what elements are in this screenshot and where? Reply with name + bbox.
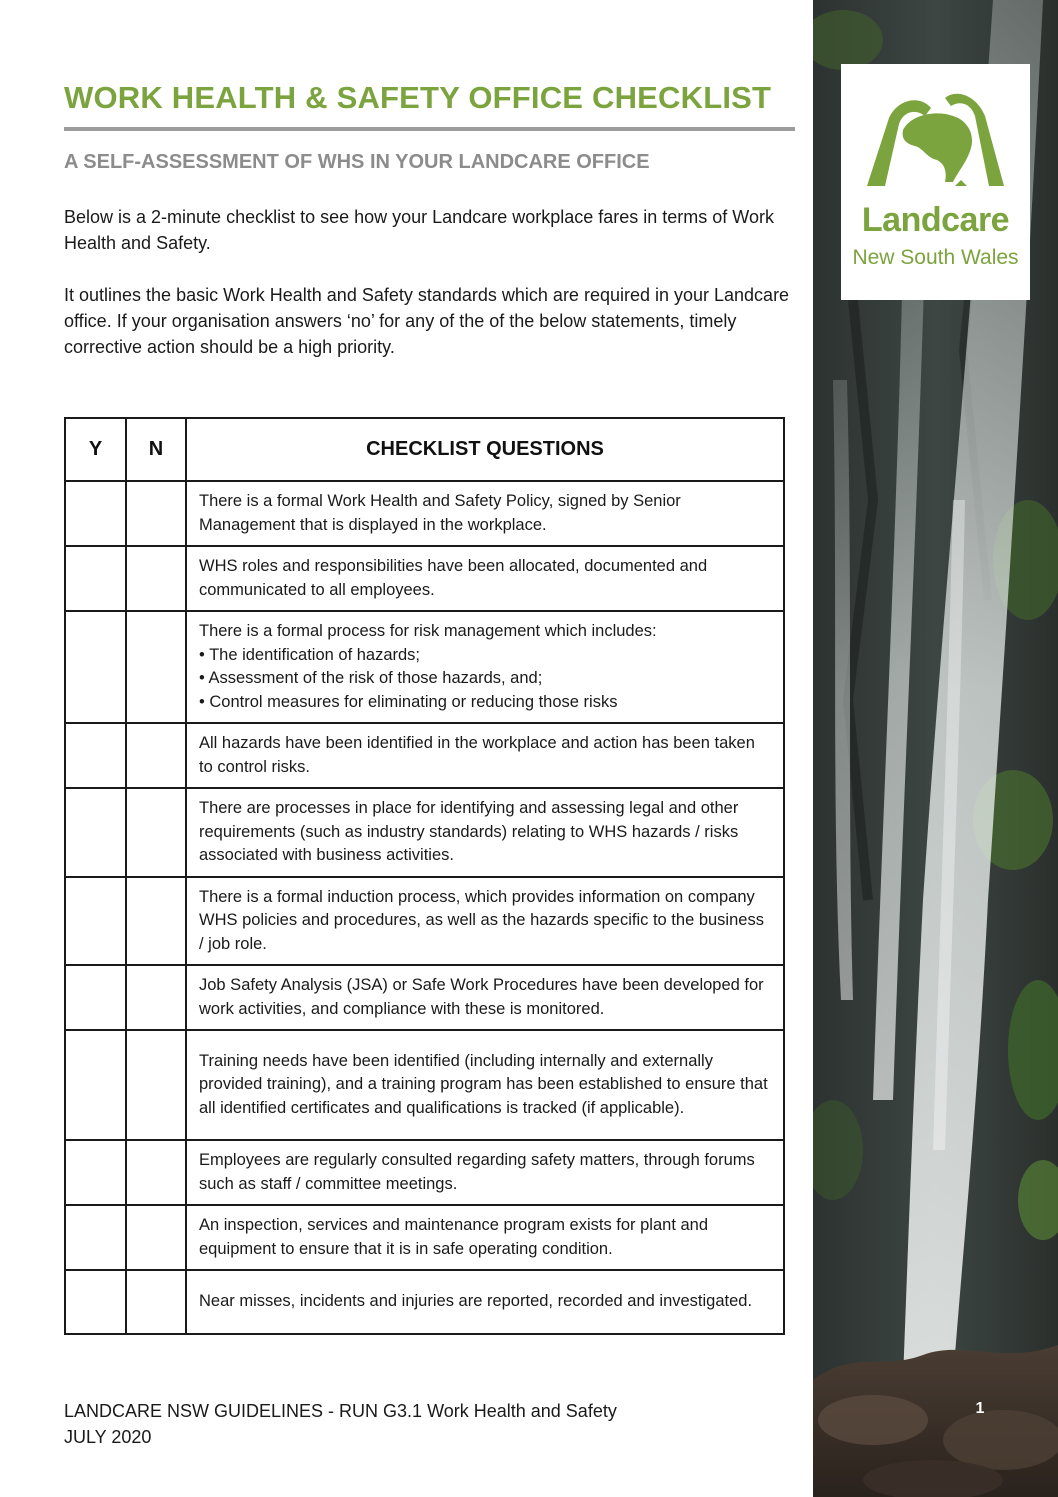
checklist-question: Near misses, incidents and injuries are reported, recorded and investigated. (186, 1270, 784, 1334)
yes-checkbox[interactable] (65, 877, 126, 966)
landcare-logo (841, 64, 1030, 300)
checklist-row (65, 723, 784, 788)
checklist-question (186, 611, 784, 723)
yes-checkbox[interactable] (65, 1030, 126, 1140)
yes-checkbox[interactable] (65, 1270, 126, 1334)
footer-guideline: LANDCARE NSW GUIDELINES - RUN G3.1 Work Health and Safety (64, 1401, 617, 1421)
checklist-question: Training needs have been identified (including internally and externally provided training), and a training program has been established to ensure that all identified certificates and qualifications is tracked (if applicable). (186, 1030, 784, 1140)
no-checkbox[interactable] (126, 965, 186, 1030)
page-number: 1 (975, 1400, 985, 1417)
yes-checkbox[interactable] (65, 1140, 126, 1205)
checklist-row (65, 965, 784, 1030)
yes-checkbox[interactable] (65, 965, 126, 1030)
checklist-row (65, 546, 784, 611)
page-subtitle: A SELF-ASSESSMENT OF WHS IN YOUR LANDCARE OFFICE (64, 151, 650, 173)
title-divider (64, 127, 795, 131)
yes-checkbox[interactable] (65, 1205, 126, 1270)
intro-paragraph-2: It outlines the basic Work Health and Safety standards which are required in your Landcare office. If your organisation answers ‘no’ for any of the of the below statements, timely corrective action should be a high priority. (64, 285, 790, 357)
questions-column-header: CHECKLIST QUESTIONS (186, 418, 784, 481)
checklist-question: WHS roles and responsibilities have been allocated, documented and communicated to all employees. (186, 546, 784, 611)
intro-paragraph-1: Below is a 2-minute checklist to see how your Landcare workplace fares in terms of Work Health and Safety. (64, 207, 774, 253)
checklist-question: Job Safety Analysis (JSA) or Safe Work Procedures have been developed for work activities, and compliance with these is monitored. (186, 965, 784, 1030)
no-checkbox[interactable] (126, 1140, 186, 1205)
no-checkbox[interactable] (126, 788, 186, 877)
checklist-row (65, 1030, 784, 1140)
checklist-row (65, 1205, 784, 1270)
no-checkbox[interactable] (126, 1270, 186, 1334)
no-checkbox[interactable] (126, 723, 186, 788)
yes-checkbox[interactable] (65, 546, 126, 611)
yes-checkbox[interactable] (65, 788, 126, 877)
checklist-question: All hazards have been identified in the workplace and action has been taken to control risks. (186, 723, 784, 788)
question-bullet: • Assessment of the risk of those hazards, and; (199, 669, 543, 687)
no-checkbox[interactable] (126, 481, 186, 546)
no-checkbox[interactable] (126, 546, 186, 611)
checklist-question: An inspection, services and maintenance program exists for plant and equipment to ensure that it is in safe operating condition. (186, 1205, 784, 1270)
question-bullet: • The identification of hazards; (199, 645, 421, 664)
page-footer (64, 1398, 617, 1450)
page-title: WORK HEALTH & SAFETY OFFICE CHECKLIST (64, 80, 772, 115)
no-checkbox[interactable] (126, 1030, 186, 1140)
checklist-question: There is a formal Work Health and Safety Policy, signed by Senior Management that is displayed in the workplace. (186, 481, 784, 546)
no-checkbox[interactable] (126, 1205, 186, 1270)
checklist-row (65, 481, 784, 546)
checklist-row (65, 611, 784, 723)
checklist-row (65, 877, 784, 966)
logo-region: New South Wales (852, 246, 1019, 269)
checklist-table (64, 417, 785, 1335)
checklist-row (65, 1140, 784, 1205)
yes-checkbox[interactable] (65, 611, 126, 723)
checklist-question: There are processes in place for identifying and assessing legal and other requirements (such as industry standards) relating to WHS hazards / risks associated with business activities. (186, 788, 784, 877)
checklist-question: There is a formal induction process, which provides information on company WHS policies and procedures, as well as the hazards specific to the business / job role. (186, 877, 784, 966)
question-bullet: • Control measures for eliminating or reducing those risks (199, 692, 618, 711)
checklist-question: Employees are regularly consulted regarding safety matters, through forums such as staff / committee meetings. (186, 1140, 784, 1205)
footer-date: JULY 2020 (64, 1427, 152, 1447)
checklist-row (65, 788, 784, 877)
question-text: There is a formal process for risk management which includes: (199, 622, 657, 640)
checklist-row (65, 1270, 784, 1334)
yes-column-header: Y (65, 418, 126, 481)
landcare-hands-australia-icon (867, 86, 1004, 186)
logo-name: Landcare (861, 201, 1010, 239)
no-column-header: N (126, 418, 186, 481)
yes-checkbox[interactable] (65, 481, 126, 546)
no-checkbox[interactable] (126, 877, 186, 966)
no-checkbox[interactable] (126, 611, 186, 723)
checklist-header-row (65, 418, 784, 481)
yes-checkbox[interactable] (65, 723, 126, 788)
